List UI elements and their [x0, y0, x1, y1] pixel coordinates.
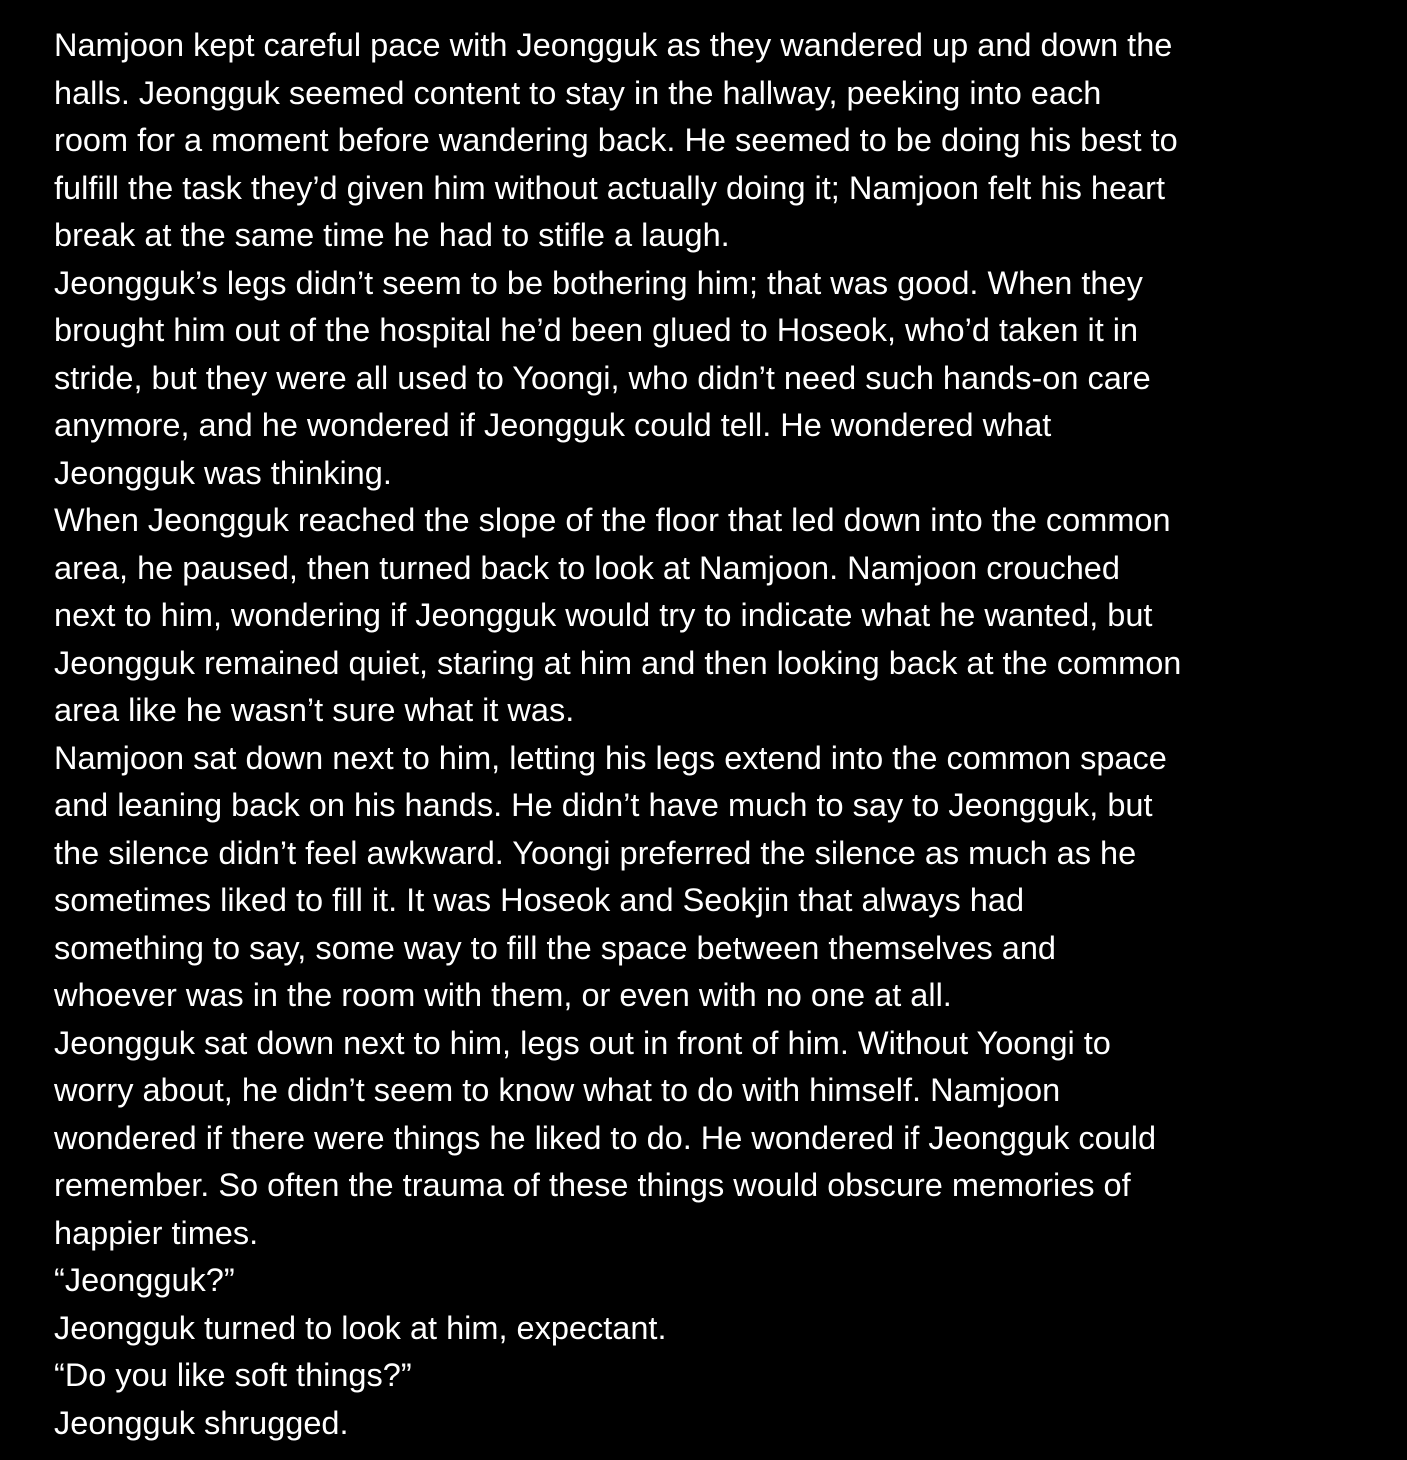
paragraph — [54, 735, 1344, 1020]
text-line: break at the same time he had to stifle a laugh. — [54, 217, 730, 253]
text-line: sometimes liked to fill it. It was Hoseok and Seokjin that always had — [54, 882, 1025, 918]
text-line: Jeongguk’s legs didn’t seem to be bothering him; that was good. When they — [54, 264, 1143, 301]
paragraph — [54, 1400, 1344, 1448]
text-line: fulfill the task they’d given him without actually doing it; Namjoon felt his heart — [54, 169, 1165, 206]
text-line: worry about, he didn’t seem to know what to do with himself. Namjoon — [54, 1072, 1061, 1108]
text-line: brought him out of the hospital he’d been glued to Hoseok, who’d taken it in — [54, 312, 1139, 348]
text-line: whoever was in the room with them, or even with no one at all. — [54, 977, 952, 1013]
text-line: stride, but they were all used to Yoongi, who didn’t need such hands-on care — [54, 359, 1151, 396]
text-line: “Do you like soft things?” — [54, 1357, 412, 1393]
text-line: “Jeongguk?” — [54, 1262, 235, 1298]
text-line: Jeongguk shrugged. — [54, 1404, 349, 1441]
text-line: Namjoon kept careful pace with Jeongguk as they wandered up and down the — [54, 27, 1173, 63]
text-line: next to him, wondering if Jeongguk would try to indicate what he wanted, but — [54, 597, 1153, 633]
text-line: Jeongguk turned to look at him, expectant. — [54, 1309, 667, 1346]
text-line: halls. Jeongguk seemed content to stay in the hallway, peeking into each — [54, 74, 1102, 111]
text-line: and leaning back on his hands. He didn’t have much to say to Jeongguk, but — [54, 787, 1153, 823]
text-line: room for a moment before wandering back. He seemed to be doing his best to — [54, 122, 1178, 158]
text-line: Jeongguk was thinking. — [54, 454, 392, 491]
paragraph — [54, 1020, 1344, 1258]
text-line: Jeongguk sat down next to him, legs out in front of him. Without Yoongi to — [54, 1024, 1111, 1061]
text-line: wondered if there were things he liked to do. He wondered if Jeongguk could — [54, 1119, 1157, 1156]
text-line: area, he paused, then turned back to look at Namjoon. Namjoon crouched — [54, 549, 1120, 586]
text-line: When Jeongguk reached the slope of the floor that led down into the common — [54, 502, 1171, 538]
text-line: the silence didn’t feel awkward. Yoongi preferred the silence as much as he — [54, 834, 1137, 871]
text-line: happier times. — [54, 1214, 259, 1251]
text-line: anymore, and he wondered if Jeongguk could tell. He wondered what — [54, 407, 1052, 443]
paragraph — [54, 1305, 1344, 1353]
dialogue-line — [54, 1352, 1344, 1400]
dialogue-line — [54, 1257, 1344, 1305]
text-line: Jeongguk remained quiet, staring at him and then looking back at the common — [54, 644, 1182, 681]
text-line: Namjoon sat down next to him, letting his legs extend into the common space — [54, 739, 1167, 776]
text-line: area like he wasn’t sure what it was. — [54, 692, 575, 728]
paragraph — [54, 497, 1344, 735]
story-text — [54, 22, 1344, 1447]
paragraph — [54, 22, 1344, 260]
paragraph — [54, 260, 1344, 498]
text-line: something to say, some way to fill the space between themselves and — [54, 929, 1057, 966]
text-line: remember. So often the trauma of these things would obscure memories of — [54, 1167, 1131, 1203]
